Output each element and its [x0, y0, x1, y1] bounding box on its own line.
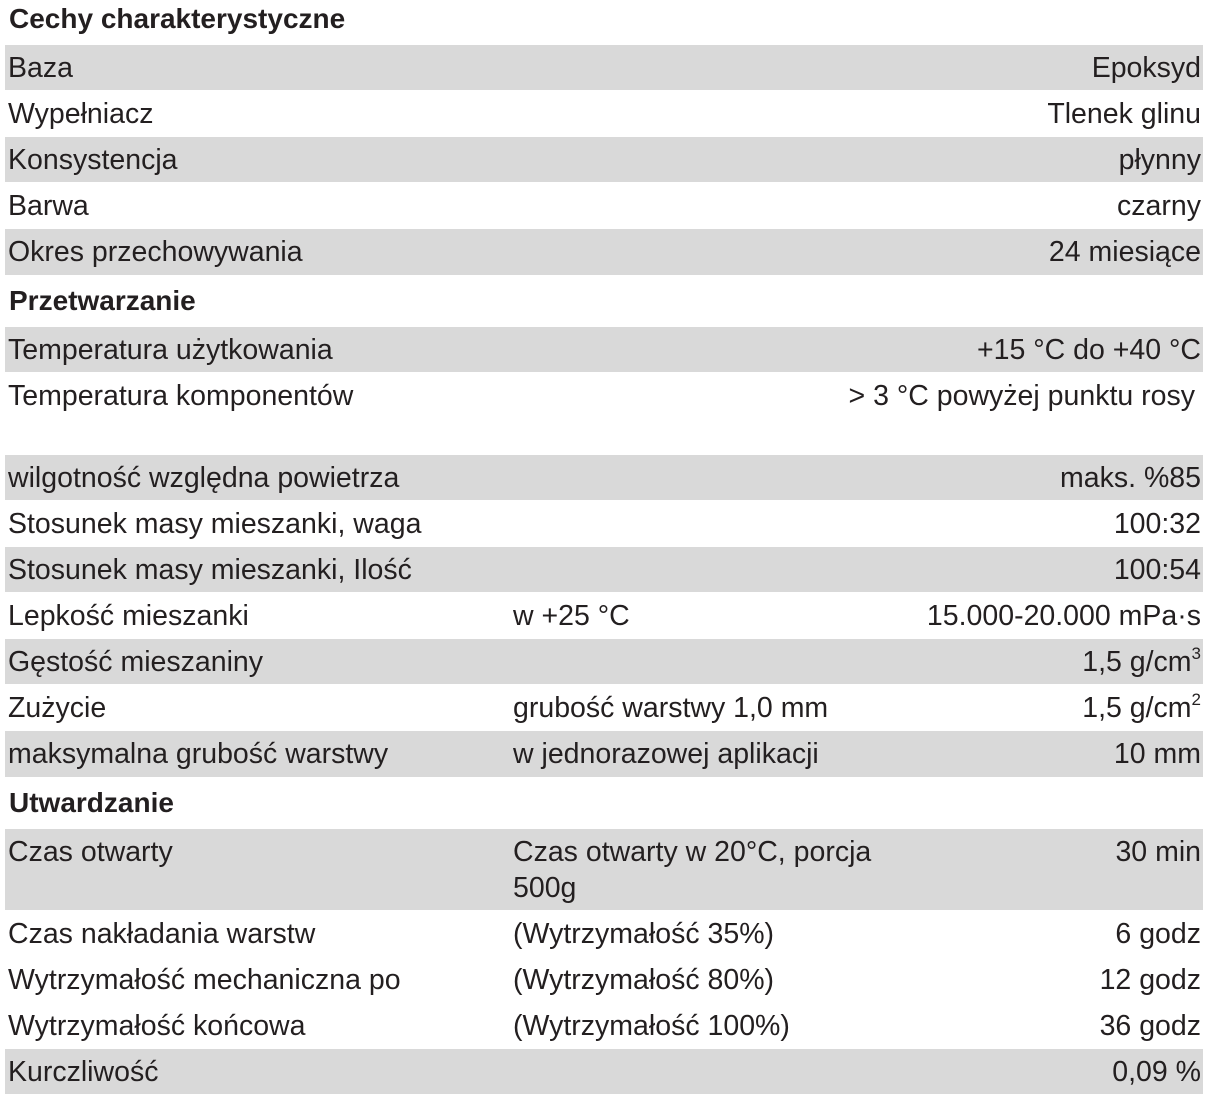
row-condition: (Wytrzymałość 80%): [513, 964, 775, 996]
row-value: maks. %85: [1060, 462, 1201, 494]
row-label: Czas nakładania warstw: [8, 918, 316, 950]
table-row: [5, 547, 1203, 592]
table-row: [5, 1049, 1203, 1094]
row-value: 100:32: [1113, 508, 1201, 540]
table-row: [5, 957, 1203, 1002]
superscript: 2: [1191, 690, 1201, 709]
table-row: [5, 639, 1203, 684]
section-title-processing: Przetwarzanie: [9, 285, 196, 316]
row-label: wilgotność względna powietrza: [8, 462, 400, 494]
row-label: Konsystencja: [8, 144, 178, 176]
row-value: 24 miesiące: [1048, 236, 1201, 268]
row-label: Temperatura użytkowania: [8, 334, 333, 366]
row-value: Epoksyd: [1091, 52, 1201, 84]
table-row: [5, 183, 1203, 228]
table-row: [5, 731, 1203, 777]
row-condition: (Wytrzymałość 35%): [513, 918, 775, 950]
row-condition: grubość warstwy 1,0 mm: [513, 692, 829, 724]
table-row: [5, 593, 1203, 638]
table-row: [5, 455, 1203, 500]
row-condition: w +25 °C: [513, 600, 630, 632]
row-value: > 3 °C powyżej punktu rosy: [848, 380, 1195, 412]
value-text: 1,5 g/cm: [1082, 692, 1192, 724]
row-label: Okres przechowywania: [8, 236, 303, 268]
table-row: [5, 911, 1203, 956]
row-value: [911, 644, 1203, 680]
row-value: czarny: [1117, 190, 1201, 222]
row-condition: Czas otwarty w 20°C, porcja 500g: [513, 836, 872, 904]
row-value: 0,09 %: [1112, 1056, 1201, 1088]
row-value: 100:54: [1113, 554, 1201, 586]
table-row: [5, 829, 1203, 910]
row-value: [911, 690, 1203, 726]
row-value: +15 °C do +40 °C: [976, 334, 1201, 366]
table-row: [5, 137, 1203, 182]
row-value: 6 godz: [1115, 918, 1201, 950]
row-value: 30 min: [1115, 836, 1201, 868]
row-label: Wytrzymałość mechaniczna po: [8, 964, 401, 996]
superscript: 3: [1191, 644, 1201, 663]
row-label: Czas otwarty: [8, 836, 173, 868]
table-row: [5, 685, 1203, 730]
row-label: Zużycie: [8, 692, 107, 724]
row-label: maksymalna grubość warstwy: [8, 738, 389, 770]
row-label: Temperatura komponentów: [8, 380, 354, 412]
row-value: płynny: [1118, 144, 1201, 176]
row-value: 15.000-20.000 mPa·s: [926, 600, 1201, 632]
row-label: Lepkość mieszanki: [8, 600, 249, 632]
section-title-curing: Utwardzanie: [9, 787, 174, 818]
table-row: [5, 45, 1203, 90]
row-label: Baza: [8, 52, 73, 84]
row-label: Stosunek masy mieszanki, waga: [8, 508, 422, 540]
table-row: [5, 373, 1203, 454]
table-row: [5, 501, 1203, 546]
section-title-characteristics: Cechy charakterystyczne: [9, 3, 346, 34]
row-label: Kurczliwość: [8, 1056, 159, 1088]
row-value: 10 mm: [1113, 738, 1201, 770]
row-value: Tlenek glinu: [1047, 98, 1201, 130]
row-condition: (Wytrzymałość 100%): [513, 1010, 790, 1042]
table-row: [5, 91, 1203, 136]
table-row: [5, 1003, 1203, 1048]
row-condition: w jednorazowej aplikacji: [513, 738, 819, 770]
row-label: Gęstość mieszaniny: [8, 646, 264, 678]
row-value: 12 godz: [1099, 964, 1201, 996]
row-label: Wytrzymałość końcowa: [8, 1010, 306, 1042]
product-data-sheet: [5, 0, 1203, 1095]
table-row: [5, 229, 1203, 275]
row-label: Stosunek masy mieszanki, Ilość: [8, 554, 412, 586]
table-row: [5, 327, 1203, 372]
row-label: Barwa: [8, 190, 89, 222]
row-label: Wypełniacz: [8, 98, 154, 130]
value-text: 1,5 g/cm: [1082, 646, 1192, 678]
row-value: 36 godz: [1099, 1010, 1201, 1042]
